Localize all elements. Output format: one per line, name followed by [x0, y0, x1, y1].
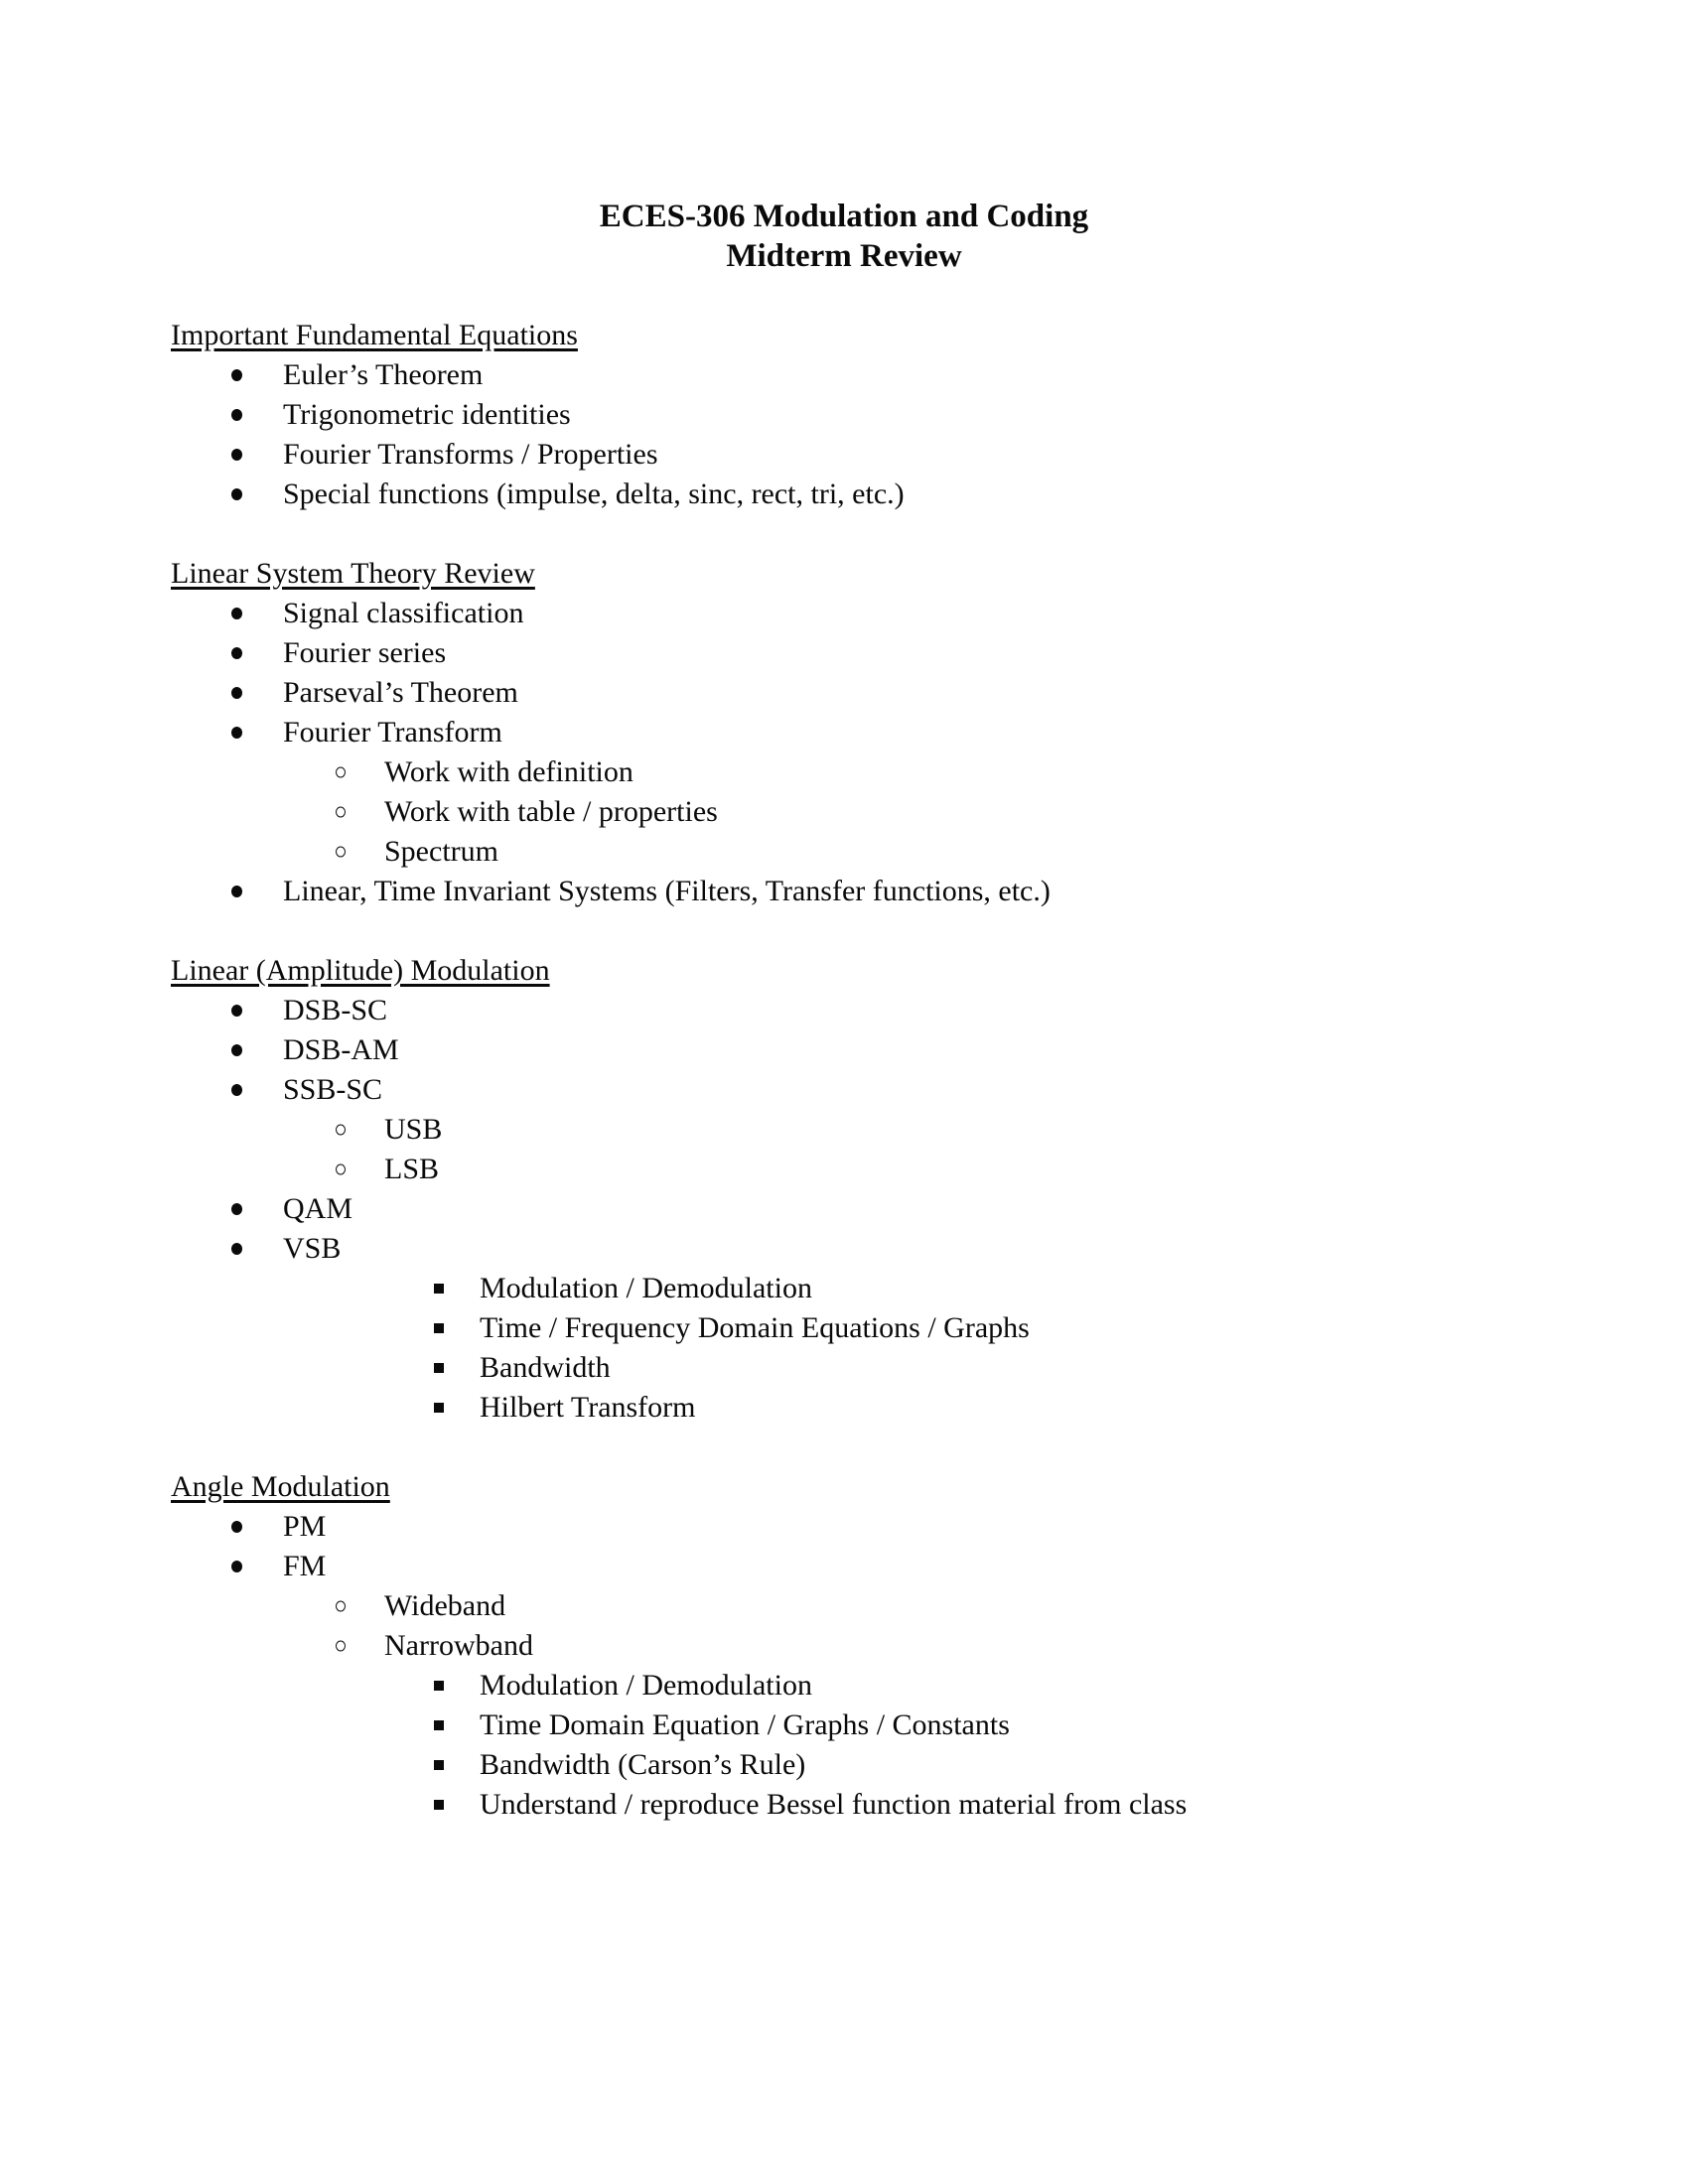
disc-bullet-icon [231, 687, 242, 699]
list-item [0, 633, 1688, 673]
list-item-text: Fourier Transform [283, 716, 502, 749]
list-item [0, 872, 1688, 911]
disc-bullet-icon [231, 449, 242, 461]
list-item [0, 1547, 1688, 1586]
section-heading: Linear System Theory Review [171, 557, 535, 590]
list-item-text: Work with definition [384, 755, 633, 788]
disc-bullet-icon [231, 608, 242, 619]
section [0, 1467, 1688, 1825]
list-item-text: Time / Frequency Domain Equations / Graphs [480, 1311, 1030, 1344]
circle-bullet-icon [336, 1125, 346, 1136]
list-item [0, 1030, 1688, 1070]
section-items [0, 1507, 1688, 1825]
list-item-text: LSB [384, 1153, 440, 1185]
disc-bullet-icon [231, 409, 242, 421]
disc-bullet-icon [231, 488, 242, 500]
list-item-text: Bandwidth [480, 1351, 611, 1384]
disc-bullet-icon [231, 1521, 242, 1533]
list-item [0, 1070, 1688, 1110]
list-item-text: Time Domain Equation / Graphs / Constants [480, 1708, 1010, 1741]
list-item [0, 1269, 1688, 1308]
list-item-text: Signal classification [283, 597, 524, 629]
circle-bullet-icon [336, 847, 346, 858]
circle-bullet-icon [336, 767, 346, 778]
list-item [0, 435, 1688, 475]
list-item [0, 832, 1688, 872]
square-bullet-icon [434, 1363, 444, 1373]
list-item [0, 1745, 1688, 1785]
list-item [0, 1785, 1688, 1825]
disc-bullet-icon [231, 369, 242, 381]
document-title-line2: Midterm Review [726, 238, 962, 274]
list-item-text: Special functions (impulse, delta, sinc, rect, tri, etc.) [283, 478, 905, 510]
list-item [0, 395, 1688, 435]
section-heading: Linear (Amplitude) Modulation [171, 954, 550, 987]
section [0, 316, 1688, 514]
list-item-text: Modulation / Demodulation [480, 1669, 812, 1702]
circle-bullet-icon [336, 1164, 346, 1175]
sections [0, 316, 1688, 1825]
list-item [0, 1507, 1688, 1547]
list-item [0, 1110, 1688, 1150]
list-item-text: Fourier Transforms / Properties [283, 438, 658, 471]
disc-bullet-icon [231, 886, 242, 897]
list-item-text: Linear, Time Invariant Systems (Filters, Transfer functions, etc.) [283, 875, 1051, 907]
document-title-line1: ECES-306 Modulation and Coding [599, 199, 1089, 234]
list-item-text: USB [384, 1113, 443, 1146]
list-item-text: Hilbert Transform [480, 1391, 696, 1424]
disc-bullet-icon [231, 1044, 242, 1056]
list-item [0, 673, 1688, 713]
list-item-text: Modulation / Demodulation [480, 1272, 812, 1304]
circle-bullet-icon [336, 1601, 346, 1612]
list-item [0, 1229, 1688, 1269]
list-item [0, 792, 1688, 832]
circle-bullet-icon [336, 807, 346, 818]
square-bullet-icon [434, 1323, 444, 1333]
list-item [0, 1388, 1688, 1428]
disc-bullet-icon [231, 1561, 242, 1572]
section [0, 951, 1688, 1428]
disc-bullet-icon [231, 1005, 242, 1017]
section-items [0, 991, 1688, 1428]
list-item-text: Parseval’s Theorem [283, 676, 518, 709]
list-item-text: PM [283, 1510, 327, 1543]
square-bullet-icon [434, 1284, 444, 1294]
list-item [0, 1150, 1688, 1189]
list-item-text: QAM [283, 1192, 353, 1225]
list-item-text: Narrowband [384, 1629, 533, 1662]
section [0, 554, 1688, 911]
square-bullet-icon [434, 1720, 444, 1730]
list-item-text: Work with table / properties [384, 795, 718, 828]
list-item-text: Understand / reproduce Bessel function material from class [480, 1788, 1188, 1821]
list-item-text: Bandwidth (Carson’s Rule) [480, 1748, 806, 1781]
section-heading: Important Fundamental Equations [171, 319, 578, 351]
square-bullet-icon [434, 1681, 444, 1691]
list-item-text: Euler’s Theorem [283, 358, 484, 391]
disc-bullet-icon [231, 1084, 242, 1096]
list-item [0, 1308, 1688, 1348]
list-item-text: DSB-SC [283, 994, 388, 1026]
disc-bullet-icon [231, 1203, 242, 1215]
square-bullet-icon [434, 1403, 444, 1413]
section-items [0, 355, 1688, 514]
list-item-text: FM [283, 1550, 327, 1582]
circle-bullet-icon [336, 1641, 346, 1652]
list-item [0, 1626, 1688, 1666]
document-title [0, 197, 1688, 276]
list-item [0, 1586, 1688, 1626]
list-item [0, 991, 1688, 1030]
disc-bullet-icon [231, 647, 242, 659]
square-bullet-icon [434, 1760, 444, 1770]
list-item [0, 1666, 1688, 1706]
list-item [0, 475, 1688, 514]
list-item [0, 594, 1688, 633]
disc-bullet-icon [231, 727, 242, 739]
list-item-text: SSB-SC [283, 1073, 383, 1106]
section-items [0, 594, 1688, 911]
list-item-text: Wideband [384, 1589, 506, 1622]
list-item-text: VSB [283, 1232, 342, 1265]
disc-bullet-icon [231, 1243, 242, 1255]
section-heading: Angle Modulation [171, 1470, 390, 1503]
list-item [0, 1348, 1688, 1388]
list-item [0, 1706, 1688, 1745]
list-item-text: Fourier series [283, 636, 447, 669]
square-bullet-icon [434, 1800, 444, 1810]
list-item [0, 355, 1688, 395]
list-item-text: Trigonometric identities [283, 398, 571, 431]
list-item [0, 713, 1688, 752]
list-item-text: DSB-AM [283, 1033, 399, 1066]
list-item [0, 752, 1688, 792]
list-item [0, 1189, 1688, 1229]
list-item-text: Spectrum [384, 835, 498, 868]
